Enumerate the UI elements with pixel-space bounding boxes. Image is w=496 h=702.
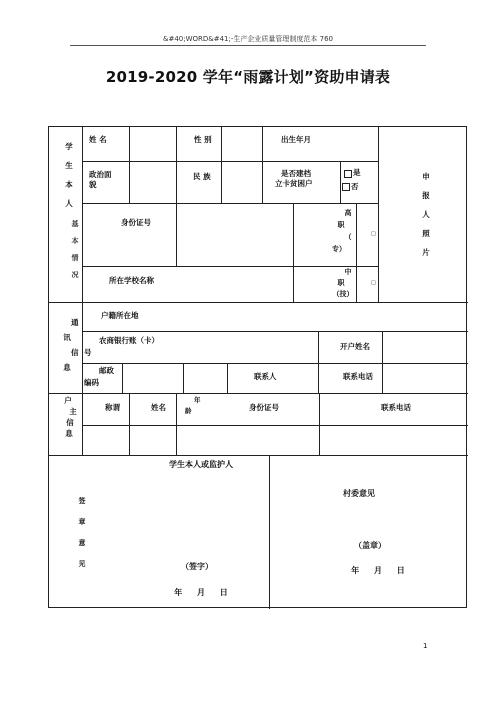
no-checkbox[interactable] (342, 183, 350, 191)
col-line (382, 331, 383, 393)
col-line (269, 455, 270, 609)
col-line (319, 393, 320, 455)
yes-option-label: 是 (353, 168, 361, 177)
household-location-label: 户籍所在地 (101, 311, 139, 320)
col-line (176, 203, 177, 266)
student-side-label: 学 生 本 人 (65, 142, 73, 208)
postal-code-label-2: 编码 (84, 378, 99, 387)
col-line (221, 127, 222, 203)
village-sign-date: 年 月 日 (351, 566, 405, 575)
row-line (82, 425, 468, 426)
higher-vocational-label: 高 职 （ 专） (332, 209, 352, 253)
section-line (49, 302, 468, 303)
ethnicity-label: 民 族 (193, 172, 211, 181)
col-line (176, 127, 177, 203)
col-line (122, 363, 123, 393)
col-line (176, 393, 177, 455)
gender-label: 性 别 (194, 135, 212, 144)
seal-hint: （盖章） (354, 541, 386, 550)
col-line (318, 331, 319, 393)
householder-title-label: 称谓 (105, 403, 120, 412)
householder-side-label: 户 主 信 息 (64, 396, 77, 438)
householder-phone-label: 联系电话 (381, 403, 411, 412)
col-line (293, 203, 294, 302)
yes-checkbox[interactable] (344, 170, 352, 178)
signature-side-label: 签 章 意 见 (78, 497, 86, 568)
poor-household-label-1: 是否建档 (281, 169, 311, 178)
row-line (82, 331, 468, 332)
postal-code-label-1: 邮政 (99, 366, 114, 375)
contact-person-label: 联系人 (254, 372, 277, 381)
student-guardian-title: 学生本人或监护人 (169, 460, 233, 469)
row-line (82, 363, 468, 364)
col-line (227, 363, 228, 393)
poor-household-label-2: 立卡贫困户 (275, 179, 313, 188)
secondary-vocational-label: 中 职 （技） (332, 268, 354, 298)
householder-name-label: 姓名 (151, 403, 166, 412)
id-number-label: 身份证号 (121, 218, 151, 227)
political-label-1: 政治面 (89, 170, 112, 179)
header-rule (70, 45, 426, 46)
householder-id-label: 身份证号 (249, 403, 279, 412)
householder-age-label-1: 年 (194, 396, 201, 404)
higher-vocational-checkbox[interactable]: □ (371, 231, 376, 237)
form-title: 2019-2020 学年“雨露计划”资助申请表 (105, 68, 391, 86)
political-label-2: 貌 (89, 180, 97, 189)
contact-phone-label: 联系电话 (343, 372, 373, 381)
photo-area-label: 申 报 人 照 片 (422, 172, 430, 257)
birth-label: 出生年月 (281, 135, 311, 144)
bank-account-label-2: 号 (84, 348, 92, 357)
signature-hint: （签字） (181, 562, 213, 571)
account-name-label: 开户姓名 (340, 342, 370, 351)
col-line (129, 393, 130, 455)
student-sign-date: 年 月 日 (174, 588, 228, 597)
page-number: 1 (423, 642, 428, 650)
secondary-vocational-checkbox[interactable]: □ (371, 280, 376, 286)
row-line (82, 161, 378, 162)
col-line (183, 363, 184, 393)
student-basic-side-label: 基 本 情 况 (71, 220, 79, 279)
col-line (340, 161, 341, 203)
section-line (49, 455, 468, 456)
row-line (82, 203, 378, 204)
name-label: 姓 名 (89, 135, 107, 144)
school-name-label: 所在学校名称 (109, 276, 154, 285)
householder-age-label-2: 龄 (185, 407, 192, 415)
col-line (129, 127, 130, 203)
col-line (82, 127, 83, 455)
document-header: &#40;WORD&#41;-生产企业质量管理制度范本 760 (163, 35, 333, 43)
col-line (378, 127, 379, 302)
no-option-label: 否 (351, 182, 359, 191)
bank-account-label: 农商银行账（卡） (99, 336, 159, 345)
application-form (48, 126, 467, 608)
col-line (262, 127, 263, 203)
section-line (49, 393, 468, 394)
village-committee-title: 村委意见 (343, 489, 375, 498)
col-line (356, 203, 357, 302)
contact-side-label: 通 讯 信 息 (63, 318, 79, 372)
